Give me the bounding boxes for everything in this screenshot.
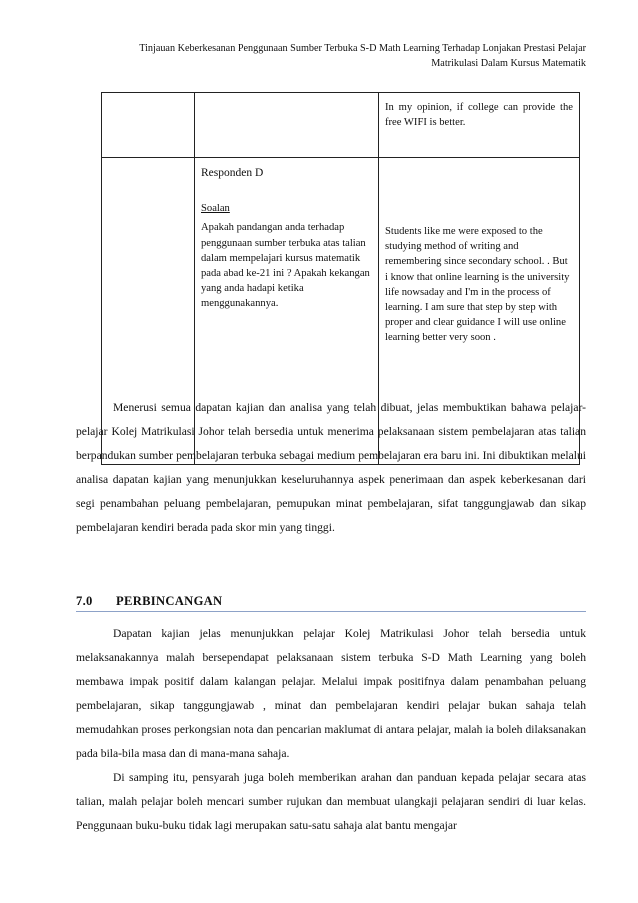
respondent-label: Responden D bbox=[201, 167, 264, 179]
body-paragraph bbox=[76, 622, 586, 765]
header-line-1: Tinjauan Keberkesanan Penggunaan Sumber Terbuka S-D Math Learning Terhadap Lonjakan Prestasi Pelajar bbox=[139, 43, 586, 54]
table-row bbox=[102, 93, 580, 158]
question-text: Apakah pandangan anda terhadap penggunaan sumber terbuka atas talian dalam mempelajari kursus matematik pada abad ke-21 ini ? Apakah kekangan yang anda hadapi ketika menggunakannya. bbox=[201, 222, 370, 310]
running-header bbox=[46, 41, 586, 71]
answer-cell: Students like me were exposed to the studying method of writing and remembering since secondary school. . But i know that online learning is the university life nowsaday and I'm in the process of learning. I am sure that step by step with proper and clear guidance I will use online learning better very soon . bbox=[379, 158, 580, 465]
header-line-2: Matrikulasi Dalam Kursus Matematik bbox=[431, 58, 586, 69]
answer-cell: In my opinion, if college can provide the free WIFI is better. bbox=[379, 93, 580, 158]
body-paragraph bbox=[76, 766, 586, 838]
section-number: 7.0 bbox=[76, 594, 93, 608]
table-cell-empty bbox=[102, 93, 195, 158]
table-cell-empty bbox=[195, 93, 379, 158]
soalan-label: Soalan bbox=[201, 203, 230, 215]
section-title: PERBINCANGAN bbox=[116, 594, 223, 608]
paragraph-text: Dapatan kajian jelas menunjukkan pelajar Kolej Matrikulasi Johor telah bersedia untuk melaksanakannya malah bersependapat pelaksanaan sistem terbuka S-D Math Learning yang boleh membawa impak positif dalam kalangan pelajar. Melalui impak positifnya dalam penambahan peluang pembelajaran, sikap tanggungjawab , minat dan pembelajaran kendiri pelajar bukan sahaja telah memudahkan proses perkongsian nota dan pencarian maklumat di antara pelajar, malah ia boleh dilaksanakan pada bila-bila masa dan di mana-mana sahaja. bbox=[76, 627, 586, 760]
body-paragraph bbox=[76, 396, 586, 539]
paragraph-text: Menerusi semua dapatan kajian dan analisa yang telah dibuat, jelas membuktikan bahawa pelajar-pelajar Kolej Matrikulasi Johor telah bersedia untuk menerima pelaksanaan sistem pembelajaran atas talian berpandukan sumber pembelajaran terbuka sebagai medium pembelajaran era baru ini. Ini dibuktikan melalui analisa dapatan kajian yang menunjukkan keseluruhannya aspek penerimaan dan aspek keberkesanan dari segi penambahan peluang pembelajaran, pemupukan minat pembelajaran, sifat tanggungjawab dan sikap pembelajaran kendiri berada pada skor min yang tinggi. bbox=[76, 401, 586, 534]
section-heading bbox=[76, 594, 586, 612]
paragraph-text: Di samping itu, pensyarah juga boleh memberikan arahan dan panduan kepada pelajar secara atas talian, malah pelajar boleh mencari sumber rujukan dan membuat ulangkaji pelajaran sendiri di luar kelas. Penggunaan buku-buku tidak lagi merupakan satu-satu sahaja alat bantu mengajar bbox=[76, 771, 586, 832]
